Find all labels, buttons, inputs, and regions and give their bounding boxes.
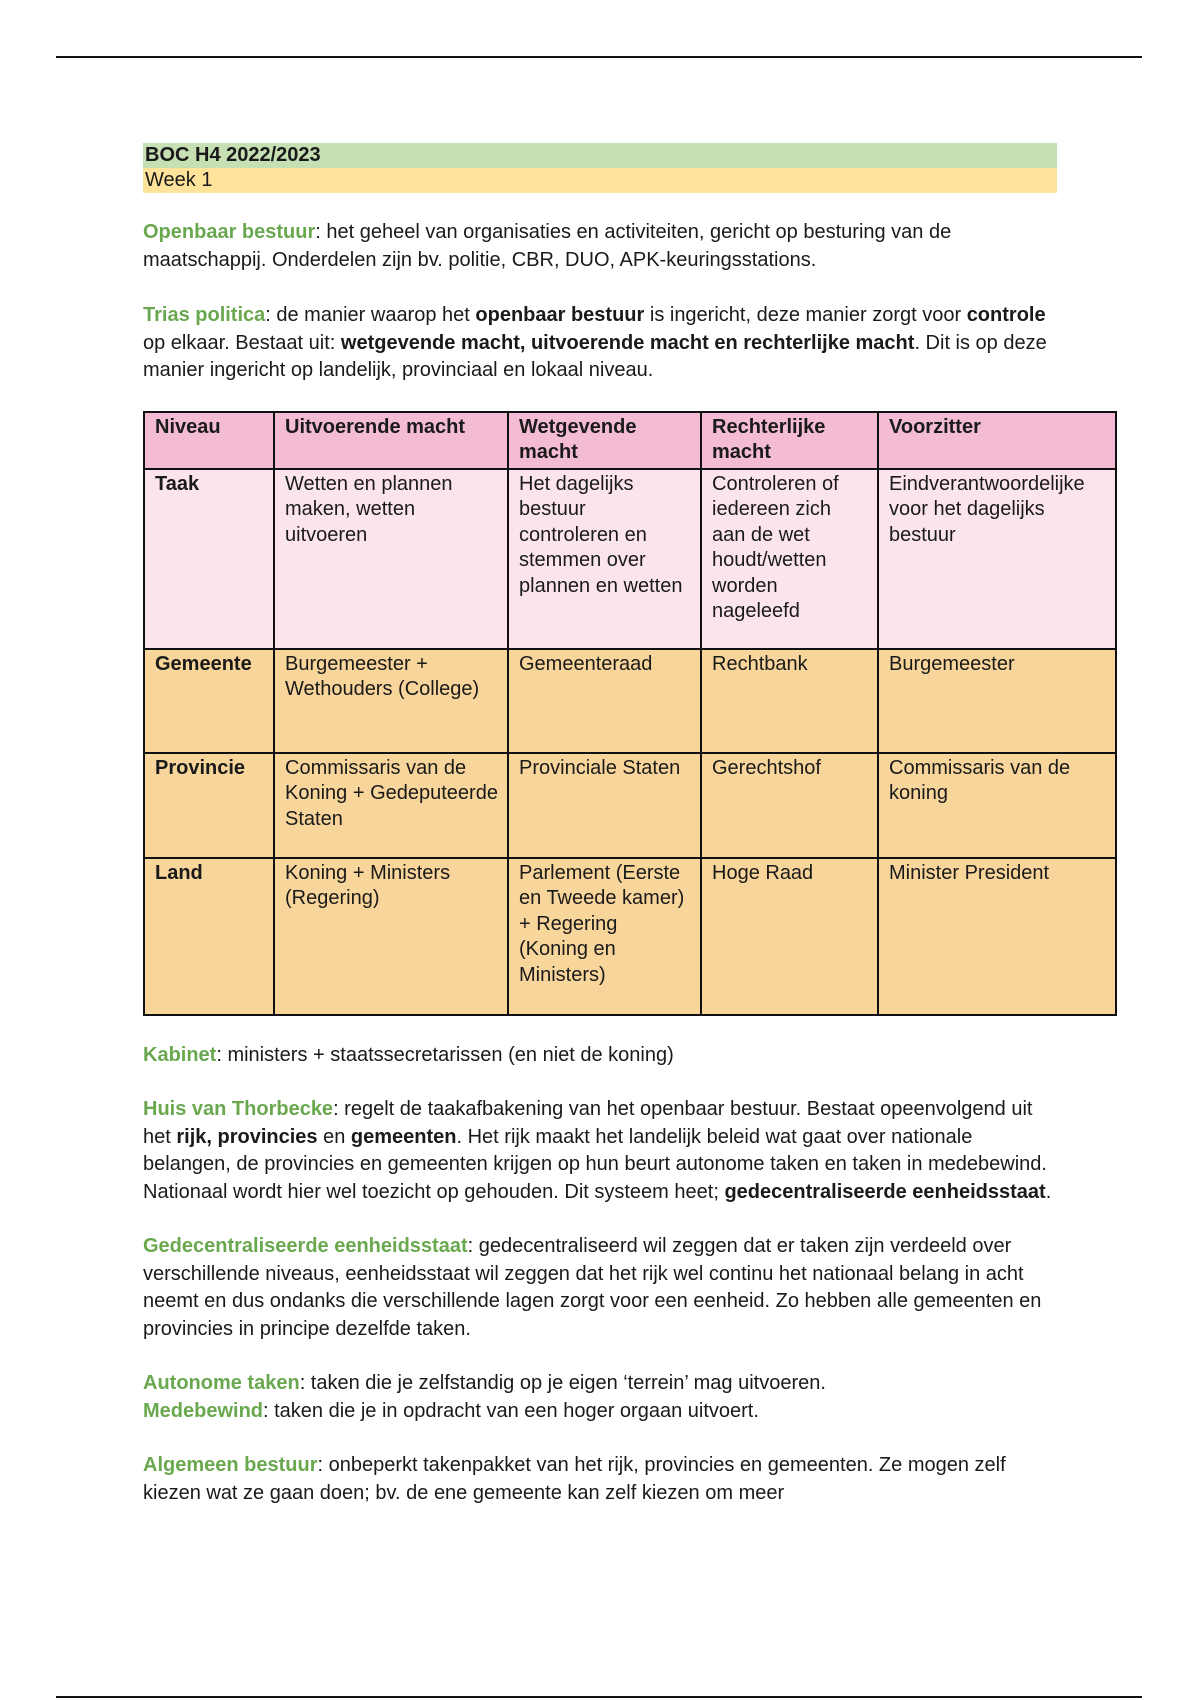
definition-text: : ministers + staatssecretarissen (en niet de koning) bbox=[216, 1043, 674, 1066]
table-row-land bbox=[144, 858, 1116, 1015]
table-cell: Het dagelijks bestuur controleren en stemmen over plannen en wetten bbox=[508, 469, 701, 649]
definition-text: : taken die je zelfstandig op je eigen ‘terrein’ mag uitvoeren. bbox=[299, 1372, 826, 1394]
definition-text: : het geheel van organisaties en activiteiten, gericht op besturing van de maatschappij. Onderdelen zijn bv. politie, CBR, DUO, APK-keuringsstations. bbox=[143, 221, 952, 271]
table-cell: Rechtbank bbox=[701, 649, 878, 753]
term-algemeen-bestuur: Algemeen bestuur bbox=[143, 1454, 318, 1476]
table-row-provincie bbox=[144, 753, 1116, 858]
text-fragment: . Dit is op deze manier ingericht op landelijk, provinciaal en lokaal niveau. bbox=[143, 331, 1047, 381]
row-label: Land bbox=[144, 858, 274, 1015]
bold-fragment: controle bbox=[966, 304, 1046, 326]
text-fragment: . Het rijk maakt het landelijk beleid wat gaat over nationale belangen, de provincies en gemeenten krijgen op hun beurt autonome taken en taken in medebewind. Nationaal wordt hier wel toezicht op gehouden. Dit systeem heet; bbox=[143, 1125, 1047, 1203]
paragraph-trias-politica bbox=[143, 302, 1063, 385]
table-cell: Minister President bbox=[878, 858, 1116, 1015]
bold-fragment: gemeenten bbox=[350, 1125, 457, 1148]
table-header-row bbox=[144, 412, 1116, 469]
column-header: Wetgevende macht bbox=[508, 412, 701, 469]
table-cell: Hoge Raad bbox=[701, 858, 878, 1015]
paragraph-huis-van-thorbecke bbox=[143, 1096, 1063, 1206]
term-gedecentraliseerde-eenheidsstaat: Gedecentraliseerde eenheidsstaat bbox=[143, 1235, 468, 1257]
document-body bbox=[143, 143, 1123, 1507]
table-cell: Burgemeester + Wethouders (College) bbox=[274, 649, 508, 753]
row-label: Taak bbox=[144, 469, 274, 649]
bold-fragment: openbaar bestuur bbox=[475, 304, 645, 326]
term-kabinet: Kabinet bbox=[143, 1043, 217, 1066]
paragraph-autonome-taken bbox=[143, 1370, 1063, 1398]
paragraph-medebewind bbox=[143, 1398, 1063, 1426]
paragraph-gedecentraliseerde-eenheidsstaat bbox=[143, 1233, 1063, 1343]
row-label: Gemeente bbox=[144, 649, 274, 753]
table-cell: Gemeenteraad bbox=[508, 649, 701, 753]
row-label: Provincie bbox=[144, 753, 274, 858]
column-header: Voorzitter bbox=[878, 412, 1116, 469]
text-fragment: : de manier waarop het bbox=[265, 304, 476, 326]
term-trias-politica: Trias politica bbox=[143, 304, 266, 326]
table-cell: Provinciale Staten bbox=[508, 753, 701, 858]
definition-text: : onbeperkt takenpakket van het rijk, provincies en gemeenten. Ze mogen zelf kiezen wat ze gaan doen; bv. de ene gemeente kan zelf kiezen om meer bbox=[143, 1454, 1006, 1504]
paragraph-kabinet bbox=[143, 1042, 1063, 1070]
text-fragment: . bbox=[1045, 1180, 1052, 1203]
paragraph-openbaar-bestuur bbox=[143, 219, 1063, 274]
paragraph-algemeen-bestuur bbox=[143, 1452, 1063, 1507]
document-title: BOC H4 2022/2023 bbox=[143, 143, 1057, 168]
bold-fragment: rijk, provincies bbox=[176, 1125, 318, 1148]
bold-fragment: gedecentraliseerde eenheidsstaat bbox=[724, 1180, 1046, 1203]
table-cell: Gerechtshof bbox=[701, 753, 878, 858]
text-fragment: is ingericht, deze manier zorgt voor bbox=[644, 304, 967, 326]
term-medebewind: Medebewind bbox=[143, 1399, 264, 1422]
text-fragment: : regelt de taakafbakening van het openbaar bestuur. Bestaat opeenvolgend uit het bbox=[143, 1098, 1033, 1148]
table-row-taak bbox=[144, 469, 1116, 649]
top-rule bbox=[56, 56, 1142, 58]
bottom-rule bbox=[56, 1696, 1142, 1698]
table-cell: Koning + Ministers (Regering) bbox=[274, 858, 508, 1015]
term-openbaar-bestuur: Openbaar bestuur bbox=[143, 221, 316, 243]
table-cell: Controleren of iedereen zich aan de wet houdt/wetten worden nageleefd bbox=[701, 469, 878, 649]
text-fragment: op elkaar. Bestaat uit: bbox=[143, 331, 341, 354]
definition-text: : taken die je in opdracht van een hoger orgaan uitvoert. bbox=[263, 1399, 759, 1422]
table-cell: Eindverantwoordelijke voor het dagelijks bestuur bbox=[878, 469, 1116, 649]
table-cell: Burgemeester bbox=[878, 649, 1116, 753]
table-row-gemeente bbox=[144, 649, 1116, 753]
table-cell: Parlement (Eerste en Tweede kamer) + Regering (Koning en Ministers) bbox=[508, 858, 701, 1015]
column-header: Niveau bbox=[144, 412, 274, 469]
bold-fragment: wetgevende macht, uitvoerende macht en rechterlijke macht bbox=[340, 331, 915, 354]
column-header: Uitvoerende macht bbox=[274, 412, 508, 469]
term-autonome-taken: Autonome taken bbox=[143, 1372, 300, 1394]
column-header: Rechterlijke macht bbox=[701, 412, 878, 469]
term-huis-van-thorbecke: Huis van Thorbecke bbox=[143, 1098, 334, 1120]
trias-politica-table bbox=[143, 411, 1117, 1016]
week-label: Week 1 bbox=[143, 168, 1057, 193]
table-cell: Commissaris van de Koning + Gedeputeerde Staten bbox=[274, 753, 508, 858]
text-fragment: en bbox=[317, 1125, 351, 1148]
table-cell: Commissaris van de koning bbox=[878, 753, 1116, 858]
table-cell: Wetten en plannen maken, wetten uitvoeren bbox=[274, 469, 508, 649]
definition-text: : gedecentraliseerd wil zeggen dat er taken zijn verdeeld over verschillende niveaus, eenheidsstaat wil zeggen dat het rijk wel continu het nationaal belang in acht neemt en dus ondanks die verschillende lagen zorgt voor een eenheid. Zo hebben alle gemeenten en provincies in principe dezelfde taken. bbox=[143, 1235, 1042, 1340]
